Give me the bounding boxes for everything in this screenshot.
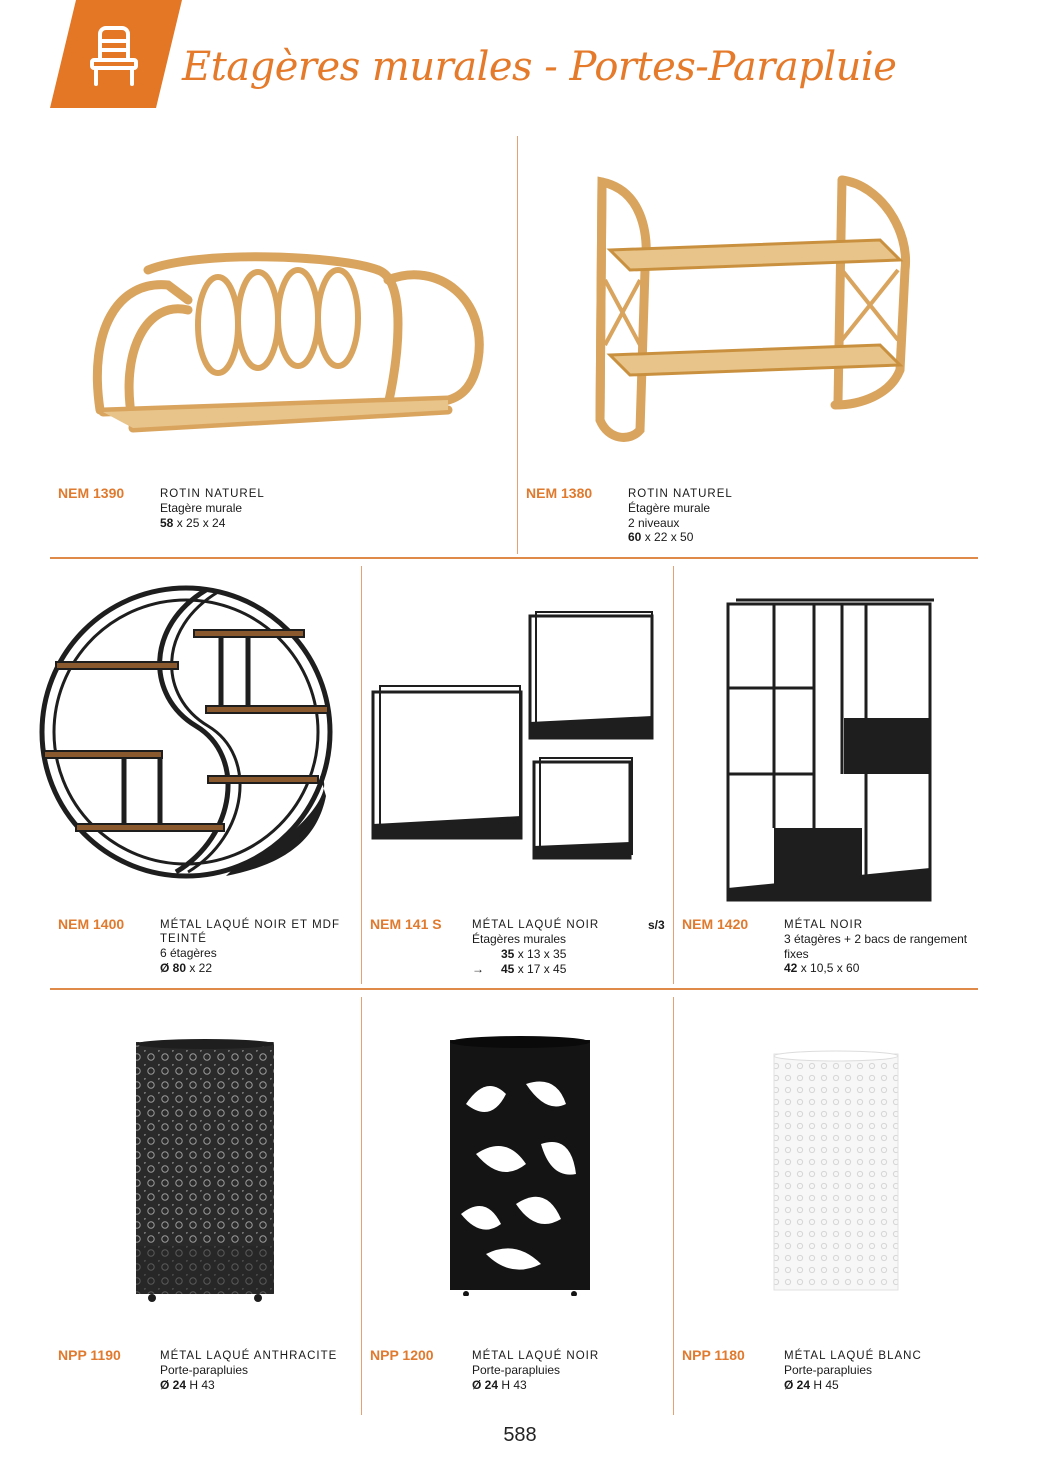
product-code: NPP 1200 (370, 1347, 434, 1363)
product-image-npp1190 (130, 1036, 280, 1304)
product-info-npp1190 (160, 1349, 356, 1392)
product-dimensions: 58 x 25 x 24 (160, 515, 226, 530)
product-dimensions: 60 x 22 x 50 (628, 530, 694, 544)
product-image-nem1390 (78, 240, 498, 460)
product-extra: 2 niveaux (628, 515, 680, 530)
product-image-nem1380 (580, 170, 925, 455)
product-image-nem1420 (722, 598, 936, 904)
product-dimensions: Ø 80 x 22 (160, 960, 213, 975)
product-material: ROTIN NATUREL (628, 488, 733, 500)
product-name: Porte-parapluies (160, 1363, 249, 1377)
product-material: ROTIN NATUREL (160, 488, 265, 500)
page-number: 588 (503, 1424, 537, 1446)
product-dimensions: 42 x 10,5 x 60 (784, 961, 860, 975)
divider-horizontal (50, 557, 978, 559)
product-material: MÉTAL LAQUÉ ANTHRACITE (160, 1350, 338, 1362)
set-count: s/3 (648, 918, 665, 932)
product-dimensions: Ø 24 H 43 (160, 1377, 215, 1392)
divider-horizontal (50, 988, 978, 990)
product-name: Étagère murale (628, 501, 711, 515)
product-info-nem1400 (160, 918, 352, 975)
product-dimensions: 45 x 17 x 45 (501, 962, 567, 976)
product-image-nem141s (368, 610, 658, 860)
divider-vertical (673, 566, 674, 984)
arrow-icon: → (472, 962, 484, 976)
product-extra: fixes (784, 946, 809, 961)
product-code: NEM 1400 (58, 916, 125, 932)
product-image-nem1400 (36, 566, 336, 898)
product-name: 3 étagères + 2 bacs de rangement (784, 932, 968, 946)
product-name: Étagères murales (472, 932, 567, 946)
divider-vertical (673, 997, 674, 1415)
product-name: 6 étagères (160, 946, 217, 960)
product-image-npp1180 (770, 1048, 902, 1296)
product-name: Etagère murale (160, 501, 243, 515)
product-name: Porte-parapluies (784, 1363, 873, 1377)
product-material: MÉTAL LAQUÉ NOIR ET MDF TEINTÉ (160, 919, 340, 945)
product-code: NEM 141 S (370, 916, 442, 932)
product-info-npp1200 (472, 1349, 668, 1392)
page-title: Etagères murales - Portes-Parapluie (182, 44, 897, 90)
product-code: NPP 1180 (682, 1347, 745, 1363)
product-code: NPP 1190 (58, 1347, 121, 1363)
product-dimensions: Ø 24 H 43 (472, 1377, 527, 1392)
divider-vertical (361, 566, 362, 984)
product-material: MÉTAL LAQUÉ NOIR (472, 919, 600, 931)
divider-vertical (517, 136, 518, 554)
product-info-nem141s (472, 918, 652, 961)
product-dimensions: 35 x 13 x 35 (501, 946, 567, 961)
product-code: NEM 1390 (58, 485, 125, 501)
chair-icon (86, 24, 142, 88)
product-info-nem1380 (628, 487, 828, 545)
product-code: NEM 1380 (526, 485, 593, 501)
product-info-nem1420 (784, 918, 984, 976)
product-info-nem1390 (160, 487, 360, 530)
product-code: NEM 1420 (682, 916, 749, 932)
divider-vertical (361, 997, 362, 1415)
product-info-npp1180 (784, 1349, 980, 1392)
product-material: MÉTAL LAQUÉ NOIR (472, 1350, 600, 1362)
product-material: MÉTAL NOIR (784, 919, 864, 931)
product-image-npp1200 (446, 1034, 594, 1296)
product-material: MÉTAL LAQUÉ BLANC (784, 1350, 922, 1362)
product-name: Porte-parapluies (472, 1363, 561, 1377)
product-dimensions: Ø 24 H 45 (784, 1377, 839, 1392)
